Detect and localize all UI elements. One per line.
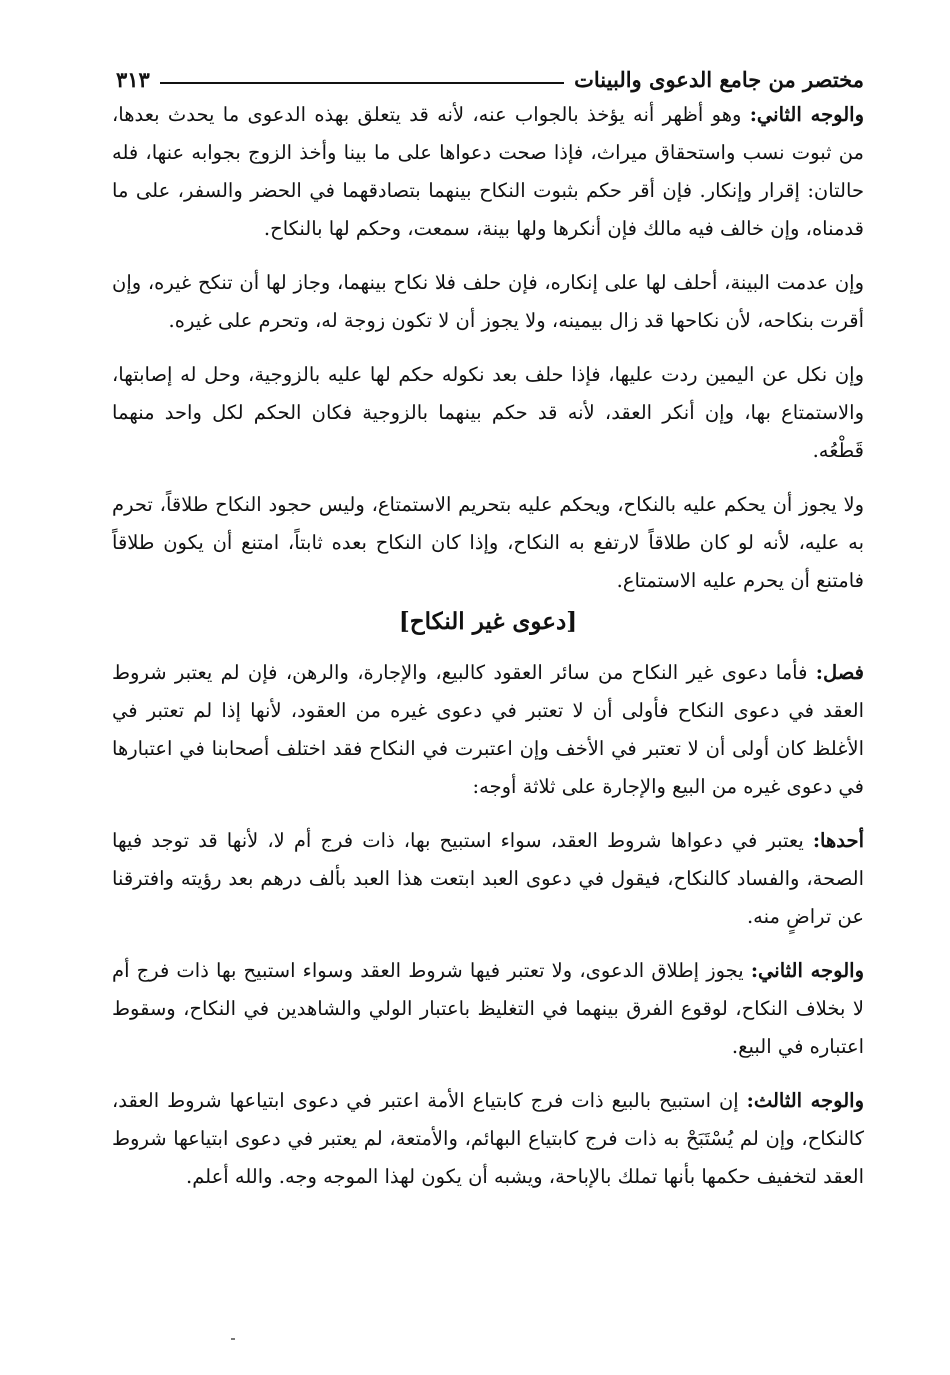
running-head-title: مختصر من جامع الدعوى والبينات xyxy=(574,67,864,92)
paragraph-text: يعتبر في دعواها شروط العقد، سواء استبيح بها، ذات فرج أم لا، لأنها قد توجد فيها الصحة، والفساد كالنكاح، فيقول في دعوى العبد ابتعت هذا العبد بألف درهم بعد رؤيته وافترقنا عن تراضٍ منه. xyxy=(112,829,864,928)
paragraph-lead: والوجه الثاني: xyxy=(749,103,864,126)
paragraph-text: وهو أظهر أنه يؤخذ بالجواب عنه، لأنه قد يتعلق بهذه الدعوى ما يحدث بعدها، من ثبوت نسب واستحقاق ميراث، فإذا صحت دعواها على ما بينا وأخذ الزوج بجوابه عنها، فله حالتان: إقرار وإنكار. فإن أقر حكم بثبوت النكاح بينهما بتصادقهما في الحضر والسفر، على ما قدمناه، وإن خالف فيه مالك فإن أنكرها ولها بينة، سمعت، وحكم لها بالنكاح. xyxy=(112,103,864,240)
running-head xyxy=(116,56,864,92)
paragraph xyxy=(112,1082,864,1196)
scan-mark xyxy=(231,1338,235,1340)
paragraph-lead: والوجه الثالث: xyxy=(746,1089,864,1112)
paragraph xyxy=(112,654,864,806)
paragraph-text: يجوز إطلاق الدعوى، ولا تعتبر فيها شروط العقد وسواء استبيح بها ذات فرج أم لا بخلاف النكاح، لوقوع الفرق بينهما في التغليظ باعتبار الولي والشاهدين في النكاح، وسقوط اعتباره في البيع. xyxy=(112,959,864,1058)
paragraph-lead: أحدها: xyxy=(812,829,864,852)
paragraph xyxy=(112,96,864,248)
page-number: ٣١٣ xyxy=(116,67,150,92)
paragraph xyxy=(112,486,864,600)
paragraph-text: وإن عدمت البينة، أحلف لها على إنكاره، فإن حلف فلا نكاح بينهما، وجاز لها أن تنكح غيره، وإن أقرت بنكاحه، لأن نكاحها قد زال بيمينه، ولا يجوز أن لا تكون زوجة له، وتحرم على غيره. xyxy=(112,271,865,332)
section-heading: [دعوى غير النكاح] xyxy=(398,608,578,635)
paragraph-text: فأما دعوى غير النكاح من سائر العقود كالبيع، والإجارة، والرهن، فإن لم يعتبر شروط العقد في دعوى النكاح فأولى أن لا تعتبر في دعوى غيره من العقود، لأنها إذا لم تعتبر في الأغلظ كان أولى أن لا تعتبر في الأخف وإن اعتبرت في النكاح فقد اختلف أصحابنا في اعتبارها في دعوى غيره من البيع والإجارة على ثلاثة أوجه: xyxy=(112,661,864,798)
paragraph xyxy=(112,952,864,1066)
paragraph xyxy=(112,356,864,470)
paragraph-lead: والوجه الثاني: xyxy=(750,959,864,982)
paragraph xyxy=(112,264,864,340)
paragraph-text: ولا يجوز أن يحكم عليه بالنكاح، ويحكم عليه بتحريم الاستمتاع، وليس حجود النكاح طلاقاً، تحرم به عليه، لأنه لو كان طلاقاً لارتفع به النكاح، وإذا كان النكاح بعده ثابتاً، امتنع أن يكون طلاقاً فامتنع أن يحرم عليه الاستمتاع. xyxy=(112,493,864,592)
header-rule xyxy=(160,82,564,84)
paragraph-lead: فصل: xyxy=(815,661,864,684)
body-text xyxy=(112,96,864,1212)
paragraph-text: وإن نكل عن اليمين ردت عليها، فإذا حلف بعد نكوله حكم لها عليه بالزوجية، وحل له إصابتها، والاستمتاع بها، وإن أنكر العقد، لأنه قد حكم بينهما بالزوجية فكان الحكم لكل واحد منهما قَطْعُه. xyxy=(112,363,864,462)
paragraph xyxy=(112,822,864,936)
paragraph-text: إن استبيح بالبيع ذات فرج كابتياع الأمة اعتبر في دعوى ابتياعها شروط العقد، كالنكاح، وإن لم يُسْتَبَحْ به ذات فرج كابتياع البهائم، والأمتعة، لم يعتبر في دعوى ابتياعها شروط العقد لتخفيف حكمها بأنها تملك بالإباحة، ويشبه أن يكون لهذا الموجه وجه. والله أعلم. xyxy=(112,1089,864,1188)
